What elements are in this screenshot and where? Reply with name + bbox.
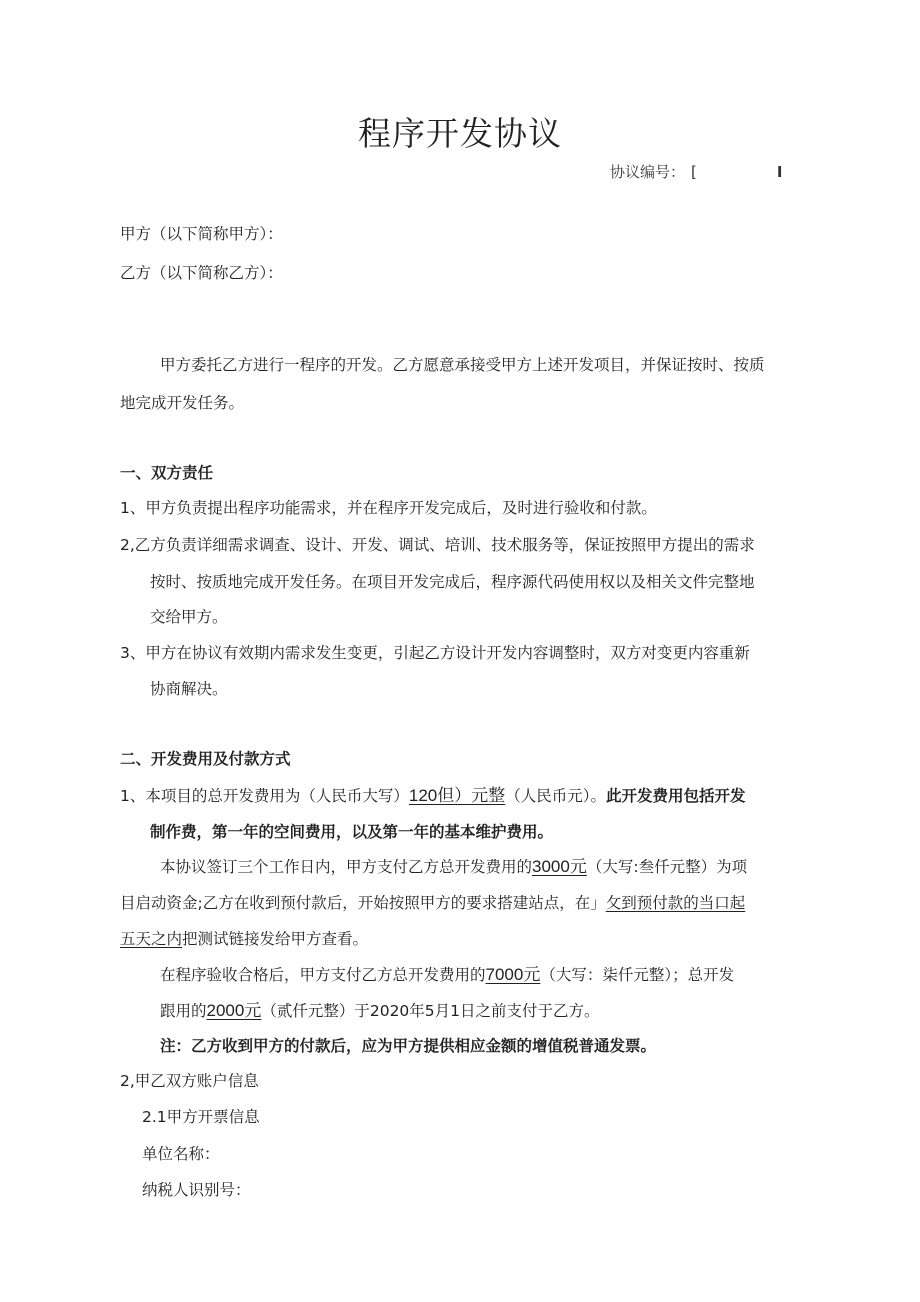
fee-scope-bold: 此开发费用包括开发	[606, 787, 746, 805]
intro-line-2: 地完成开发任务。	[120, 394, 245, 412]
invoice-note: 注：乙方收到甲方的付款后，应为甲方提供相应金额的增值税普通发票。	[160, 1037, 657, 1055]
advance-payment-line2-prefix: 目启动资金;乙方在收到预付款后，开始按照甲方的要求搭建站点，在」	[120, 894, 606, 912]
section1-heading: 一、双方责任	[120, 464, 214, 482]
advance-payment-line3-suffix: 把测试链接发给甲方查看。	[182, 930, 369, 948]
advance-payment-amount: 3000元	[532, 857, 587, 876]
fee-paragraph-line1	[120, 786, 746, 806]
acceptance-payment-suffix: （大写：柒仟元整）；总开发	[540, 966, 735, 984]
document-title: 程序开发协议	[358, 114, 562, 153]
advance-payment-line1	[160, 857, 747, 877]
final-payment-amount: 2000元	[206, 1001, 262, 1020]
invoice-info-subheading: 2.1甲方开票信息	[142, 1108, 260, 1126]
account-info-heading: 2,甲乙双方账户信息	[120, 1072, 259, 1090]
fee-currency-note: （人民币元）。	[505, 787, 607, 805]
unit-name-label: 单位名称：	[142, 1145, 220, 1163]
section1-item2-line1: 2,乙方负责详细需求调查、设计、开发、调试、培训、技术服务等，保证按照甲方提出的需求	[120, 536, 755, 554]
party-a-line: 甲方（以下简称甲方）：	[120, 225, 283, 243]
five-days-underlined: 五天之内	[120, 930, 183, 948]
fee-paragraph-line2: 制作费，第一年的空间费用，以及第一年的基本维护费用。	[150, 823, 554, 841]
advance-payment-line3	[120, 929, 368, 949]
section1-item2-line2: 按时、按质地完成开发任务。在项目开发完成后，程序源代码使用权以及相关文件完整地	[150, 573, 755, 591]
section1-item2-line3: 交给甲方。	[150, 608, 228, 626]
acceptance-payment-line	[160, 965, 734, 985]
acceptance-payment-amount: 7000元	[485, 965, 541, 984]
party-b-line: 乙方（以下简称乙方）：	[120, 264, 283, 282]
advance-payment-line2-underlined: 攵到预付款的当口起	[605, 894, 746, 912]
acceptance-payment-prefix: 在程序验收合格后，甲方支付乙方总开发费用的	[160, 966, 486, 984]
final-payment-suffix: （贰仟元整）于2020年5月1日之前支付于乙方。	[261, 1002, 600, 1020]
advance-payment-suffix: （大写:叁仟元整）为项	[586, 858, 748, 876]
fee-prefix: 1、本项目的总开发费用为（人民币大写）	[120, 787, 409, 805]
advance-payment-prefix: 本协议签订三个工作日内，甲方支付乙方总开发费用的	[160, 858, 533, 876]
contract-number-label: 协议编号：	[610, 163, 686, 181]
total-fee-amount: 120但）元整	[408, 786, 506, 805]
contract-number-bracket-open: [	[691, 163, 697, 181]
section1-item3-line1: 3、甲方在协议有效期内需求发生变更，引起乙方设计开发内容调整时，双方对变更内容重新	[120, 644, 750, 662]
section2-heading: 二、开发费用及付款方式	[120, 750, 291, 768]
contract-number-bracket-close: I	[776, 163, 783, 181]
tax-id-label: 纳税人识别号：	[142, 1181, 251, 1199]
section1-item1: 1、甲方负责提出程序功能需求，并在程序开发完成后，及时进行验收和付款。	[120, 499, 657, 517]
intro-line-1: 甲方委托乙方进行一程序的开发。乙方愿意承接受甲方上述开发项目，并保证按时、按质	[160, 356, 765, 374]
advance-payment-line2	[120, 893, 745, 913]
section1-item3-line2: 协商解决。	[150, 680, 228, 698]
final-payment-line	[160, 1001, 600, 1021]
final-payment-prefix: 跟用的	[160, 1002, 207, 1020]
contract-number	[610, 161, 782, 182]
